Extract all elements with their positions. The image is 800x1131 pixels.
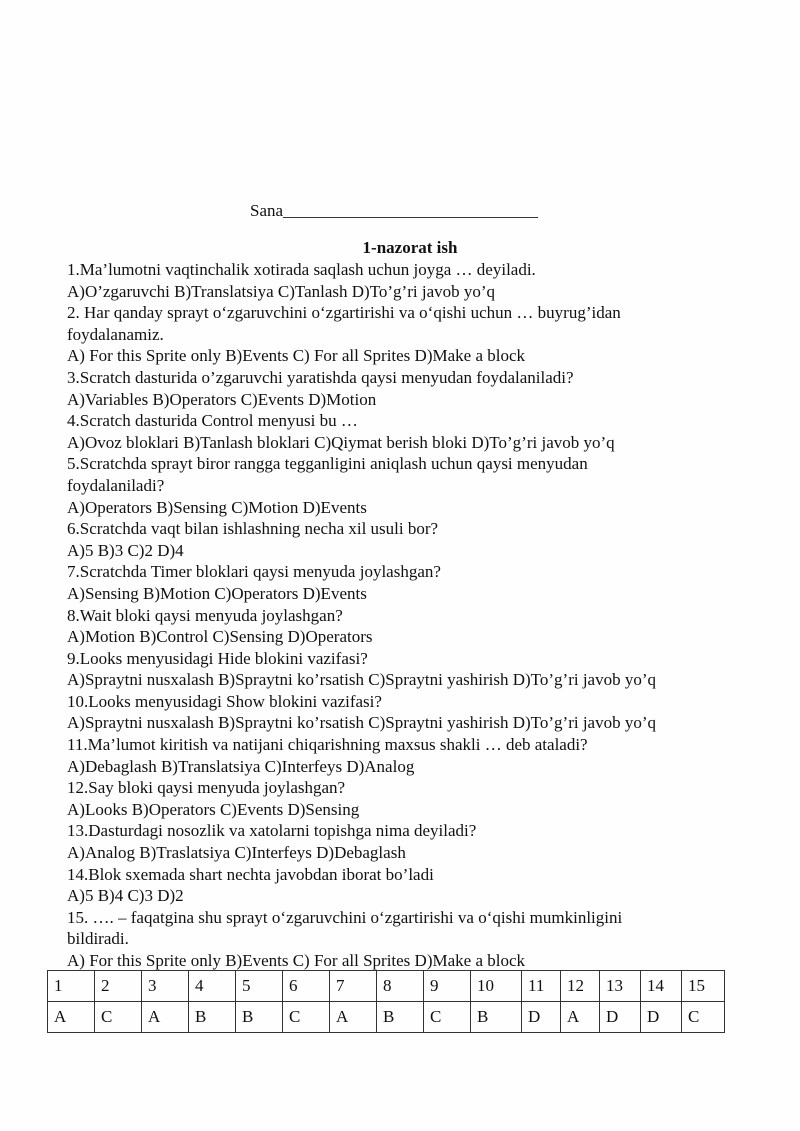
page-title: 1-nazorat ish (362, 238, 458, 257)
question-number-cell: 2 (95, 971, 142, 1002)
question-line: 5.Scratchda sprayt biror rangga tegganligini aniqlash uchun qaysi menyudan (67, 454, 588, 474)
options-line: A)5 B)4 C)3 D)2 (67, 886, 184, 906)
options-line: A)Looks B)Operators C)Events D)Sensing (67, 799, 360, 819)
answer-cell: D (522, 1002, 561, 1033)
question-line: foydalaniladi? (67, 475, 165, 495)
question-line: 6.Scratchda vaqt bilan ishlashning necha xil usuli bor? (67, 519, 439, 539)
question-number-cell: 14 (641, 971, 682, 1002)
options-line: A)Ovoz bloklari B)Tanlash bloklari C)Qiymat berish bloki D)To’g’ri javob yo’q (67, 432, 615, 452)
answer-cell: D (641, 1002, 682, 1033)
options-line: A)Spraytni nusxalash B)Spraytni ko’rsatish C)Spraytni yashirish D)To’g’ri javob yo’q (67, 670, 657, 690)
date-field-line: Sana______________________________ (250, 201, 539, 220)
question-number-cell: 6 (283, 971, 330, 1002)
answer-cell: A (142, 1002, 189, 1033)
options-line: A)O’zgaruvchi B)Translatsiya C)Tanlash D)To’g’ri javob yo’q (67, 281, 496, 301)
question-line: 10.Looks menyusidagi Show blokini vazifasi? (67, 691, 382, 711)
question-number-cell: 3 (142, 971, 189, 1002)
answer-cell: C (283, 1002, 330, 1033)
question-line: 11.Ma’lumot kiritish va natijani chiqarishning maxsus shakli … deb ataladi? (67, 735, 588, 755)
question-line: 9.Looks menyusidagi Hide blokini vazifasi? (67, 648, 368, 668)
question-number-cell: 1 (48, 971, 95, 1002)
answer-cell: C (424, 1002, 471, 1033)
options-line: A)Debaglash B)Translatsiya C)Interfeys D)Analog (67, 756, 415, 776)
answer-cell: A (48, 1002, 95, 1033)
question-line: 15. …. – faqatgina shu sprayt o‘zgaruvchini o‘zgartirishi va o‘qishi mumkinligini (67, 907, 623, 927)
question-line: 4.Scratch dasturida Control menyusi bu … (67, 411, 358, 431)
options-line: A)Spraytni nusxalash B)Spraytni ko’rsatish C)Spraytni yashirish D)To’g’ri javob yo’q (67, 713, 657, 733)
options-line: A)Operators B)Sensing C)Motion D)Events (67, 497, 367, 517)
question-line: foydalanamiz. (67, 324, 164, 344)
question-line: bildiradi. (67, 929, 129, 949)
question-number-cell: 13 (600, 971, 641, 1002)
question-number-cell: 4 (189, 971, 236, 1002)
options-line: A)5 B)3 C)2 D)4 (67, 540, 184, 560)
question-line: 14.Blok sxemada shart nechta javobdan iborat bo’ladi (67, 864, 434, 884)
options-line: A)Analog B)Traslatsiya C)Interfeys D)Debaglash (67, 843, 406, 863)
question-number-cell: 11 (522, 971, 561, 1002)
question-line: 7.Scratchda Timer bloklari qaysi menyuda joylashgan? (67, 562, 441, 582)
question-line: 12.Say bloki qaysi menyuda joylashgan? (67, 778, 346, 798)
answer-cell: C (95, 1002, 142, 1033)
question-line: 13.Dasturdagi nosozlik va xatolarni topishga nima deyiladi? (67, 821, 477, 841)
question-number-cell: 7 (330, 971, 377, 1002)
answer-key-table (47, 970, 725, 1033)
answer-cell: C (682, 1002, 725, 1033)
question-number-cell: 9 (424, 971, 471, 1002)
options-line: A)Motion B)Control C)Sensing D)Operators (67, 627, 373, 647)
options-line: A)Sensing B)Motion C)Operators D)Events (67, 583, 367, 603)
options-line: A) For this Sprite only B)Events C) For all Sprites D)Make a block (67, 346, 526, 366)
question-line: 1.Ma’lumotni vaqtinchalik xotirada saqlash uchun joyga … deyiladi. (67, 260, 536, 279)
answer-cell: B (236, 1002, 283, 1033)
options-line: A) For this Sprite only B)Events C) For all Sprites D)Make a block (67, 951, 526, 970)
question-line: 8.Wait bloki qaysi menyuda joylashgan? (67, 605, 343, 625)
question-list (67, 259, 767, 972)
answer-cell: B (471, 1002, 522, 1033)
answer-key-numbers-row (48, 971, 725, 1002)
question-number-cell: 10 (471, 971, 522, 1002)
answer-cell: B (377, 1002, 424, 1033)
question-number-cell: 12 (561, 971, 600, 1002)
question-line: 2. Har qanday sprayt o‘zgaruvchini o‘zgartirishi va o‘qishi uchun … buyrug’idan (67, 303, 621, 323)
options-line: A)Variables B)Operators C)Events D)Motion (67, 389, 377, 409)
answer-cell: A (561, 1002, 600, 1033)
question-number-cell: 15 (682, 971, 725, 1002)
answer-cell: A (330, 1002, 377, 1033)
answer-cell: D (600, 1002, 641, 1033)
answer-cell: B (189, 1002, 236, 1033)
question-number-cell: 5 (236, 971, 283, 1002)
answer-key-answers-row (48, 1002, 725, 1033)
question-number-cell: 8 (377, 971, 424, 1002)
question-line: 3.Scratch dasturida o’zgaruvchi yaratishda qaysi menyudan foydalaniladi? (67, 367, 574, 387)
